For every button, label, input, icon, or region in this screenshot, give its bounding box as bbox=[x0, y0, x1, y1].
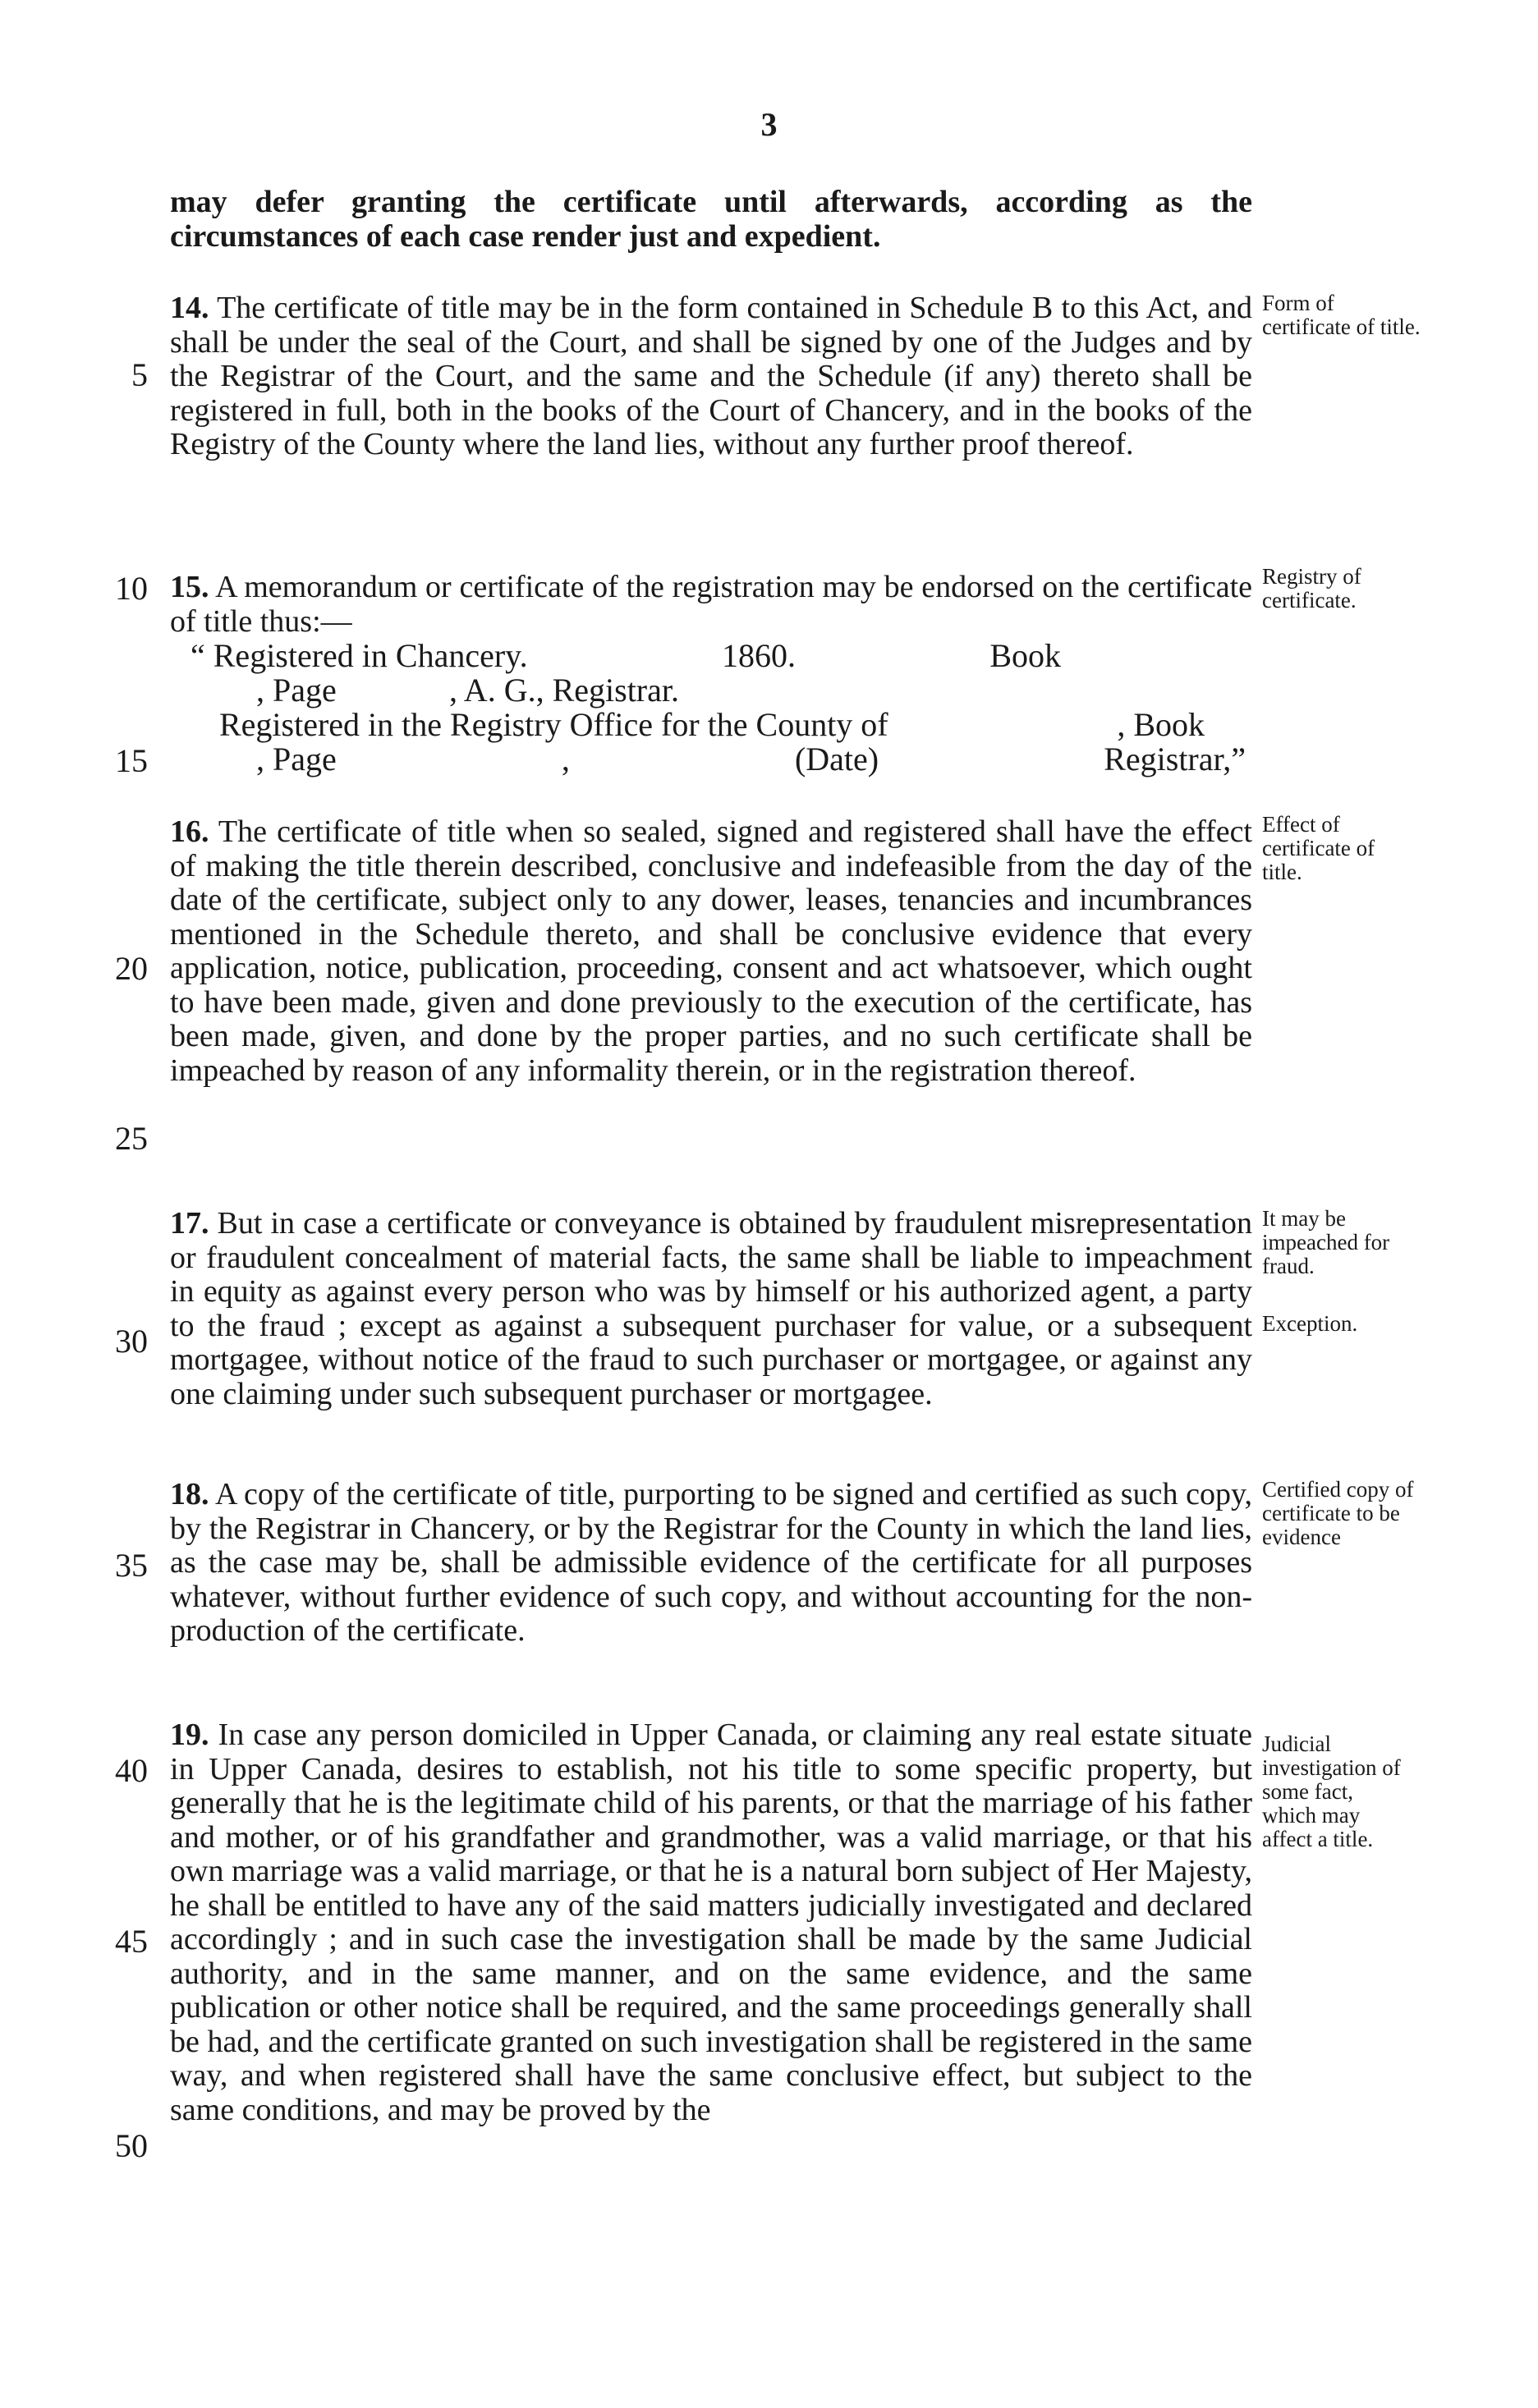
section-14-text: The certificate of title may be in the form contained in Schedule B to this Act, and shall be under the seal of the Court, and shall be signed by one of the Judges and by the Registrar of the Court, and the same and the Schedule (if any) thereto shall be registered in full, both in the books of the Court of Chancery, and in the books of the Registry of the County where the land lies, without any further proof thereof. bbox=[170, 291, 1252, 461]
line-number: 50 bbox=[115, 2127, 148, 2164]
form-line-4-b: , bbox=[561, 741, 570, 777]
margin-note-form-of-certificate: Form of certificate of title. bbox=[1262, 291, 1421, 339]
section-15 bbox=[170, 571, 1252, 639]
line-number: 5 bbox=[131, 356, 148, 393]
line-number: 10 bbox=[115, 570, 148, 607]
margin-note-registry: Registry of certificate. bbox=[1262, 564, 1361, 612]
line-number: 35 bbox=[115, 1547, 148, 1584]
form-line-1-b: 1860. bbox=[721, 637, 796, 674]
form-line-3-b: , Book bbox=[1117, 706, 1205, 743]
form-line-1-c: Book bbox=[989, 637, 1061, 674]
section-17-text: But in case a certificate or conveyance is obtained by fraudulent misrepresentation or fraudulent concealment of material facts, the same shall be liable to impeachment in equity as against every person who was by himself or his authorized agent, a party to the fraud ; except as against a subsequent purchaser for value, or a subsequent mortgagee, without notice of the fraud to such purchaser or mortgagee, or against any one claiming under such subsequent purchaser or mortgagee. bbox=[170, 1206, 1252, 1411]
section-17-number: 17. bbox=[170, 1206, 209, 1241]
section-18-number: 18. bbox=[170, 1477, 209, 1511]
registration-form bbox=[170, 639, 1252, 777]
margin-note-fraud: It may be impeached for fraud. bbox=[1262, 1206, 1390, 1278]
margin-note-judicial: Judicial investigation of some fact, which may affect a title. bbox=[1262, 1731, 1401, 1851]
section-18 bbox=[170, 1478, 1252, 1649]
form-line-4-c: (Date) bbox=[794, 741, 879, 777]
margin-note-certified-copy: Certified copy of certificate to be evidence bbox=[1262, 1477, 1414, 1549]
form-line-2-a: , Page bbox=[256, 672, 337, 709]
section-16-text: The certificate of title when so sealed, signed and registered shall have the effect of making the title therein described, conclusive and indefeasible from the day of the date of the certificate, subject only to any dower, leases, tenancies and incumbrances mentioned in the Schedule thereto, and shall be conclusive evidence that every application, notice, publication, proceeding, consent and act whatsoever, which ought to have been made, given and done previously to the execution of the certificate, has been made, given, and done by the proper parties, and no such certificate shall be impeached by reason of any informality therein, or in the registration thereof. bbox=[170, 814, 1252, 1088]
section-19-number: 19. bbox=[170, 1718, 209, 1752]
form-line-4-a: , Page bbox=[256, 741, 337, 777]
form-line-4-d: Registrar,” bbox=[1104, 741, 1246, 777]
section-15-number: 15. bbox=[170, 570, 209, 604]
section-17 bbox=[170, 1207, 1252, 1411]
paragraph-intro: may defer granting the certificate until afterwards, according as the circumstances of each case render just and expedient. bbox=[170, 185, 1252, 254]
margin-note-exception: Exception. bbox=[1262, 1311, 1358, 1336]
line-number: 45 bbox=[115, 1923, 148, 1960]
section-16 bbox=[170, 815, 1252, 1088]
form-line-1-a: “ Registered in Chancery. bbox=[191, 637, 528, 674]
page-number: 3 bbox=[760, 106, 778, 143]
section-14 bbox=[170, 291, 1252, 462]
section-19 bbox=[170, 1718, 1252, 2127]
line-number: 30 bbox=[115, 1323, 148, 1360]
section-16-number: 16. bbox=[170, 814, 209, 849]
section-15-text: A memorandum or certificate of the registration may be endorsed on the certificate of title thus:— bbox=[170, 570, 1252, 639]
section-18-text: A copy of the certificate of title, purporting to be signed and certified as such copy, by the Registrar in Chancery, or by the Registrar for the County in which the land lies, as the case may be, shall be admissible evidence of the certificate for all purposes whatever, without further evidence of such copy, and without accounting for the non-production of the certificate. bbox=[170, 1477, 1252, 1648]
line-number: 15 bbox=[115, 742, 148, 779]
line-number: 40 bbox=[115, 1752, 148, 1789]
margin-note-effect: Effect of certificate of title. bbox=[1262, 812, 1375, 884]
form-line-3-a: Registered in the Registry Office for the County of bbox=[219, 706, 888, 743]
form-line-2-b: , A. G., Registrar. bbox=[449, 672, 679, 709]
line-number: 20 bbox=[115, 950, 148, 987]
section-19-text: In case any person domiciled in Upper Canada, or claiming any real estate situate in Upper Canada, desires to establish, not his title to some specific property, but generally that he is the legitimate child of his parents, or that the marriage of his father and mother, or of his grandfather and grandmother, was a valid marriage, or that his own marriage was a valid marriage, or that he is a natural born subject of Her Majesty, he shall be entitled to have any of the said matters judicially investigated and declared accordingly ; and in such case the investigation shall be made by the same Judicial authority, and in the same manner, and on the same evidence, and the same publication or other notice shall be required, and the same proceedings generally shall be had, and the certificate granted on such investigation shall be registered in the same way, and when registered shall have the same conclusive effect, but subject to the same conditions, and may be proved by the bbox=[170, 1718, 1252, 2127]
line-number: 25 bbox=[115, 1120, 148, 1157]
section-14-number: 14. bbox=[170, 291, 209, 325]
